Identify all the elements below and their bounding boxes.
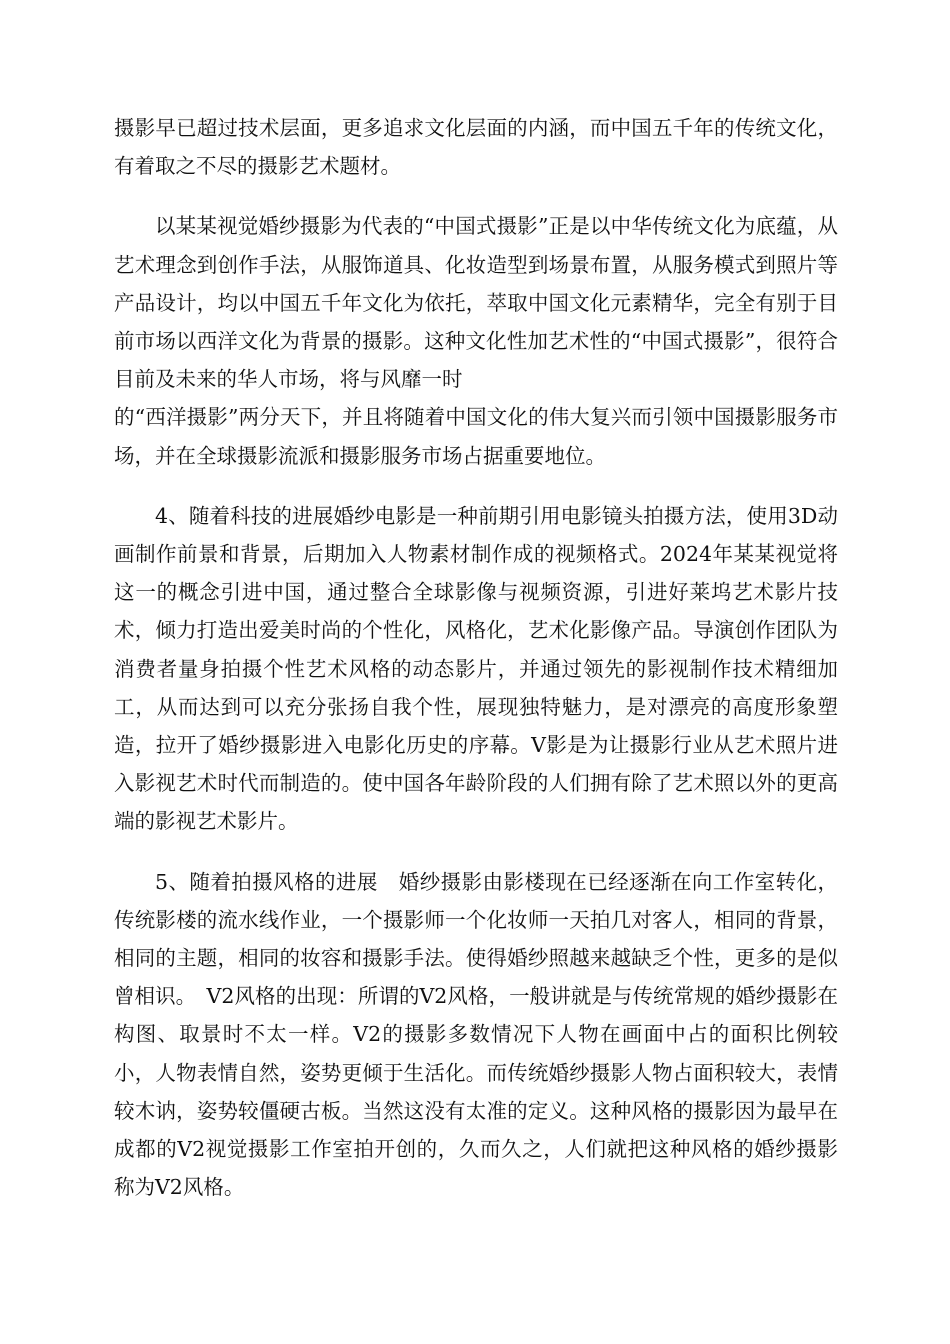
paragraph-4: 5、随着拍摄风格的进展 婚纱摄影由影楼现在已经逐渐在向工作室转化，传统影楼的流水线作业，一个摄影师一个化妆师一天拍几对客人，相同的背景，相同的主题，相同的妆容和摄影手法。使得婚纱照越来越缺乏个性，更多的是似曾相识。 V2风格的出现：所谓的V2风格，一般讲就是与传统常规的婚纱摄影在构图、取景时不太一样。V2的摄影多数情况下人物在画面中占的面积比例较小，人物表情自然，姿势更倾于生活化。而传统婚纱摄影人物占面积较大，表情较木讷，姿势较僵硬古板。当然这没有太准的定义。这种风格的摄影因为最早在成都的V2视觉摄影工作室拍开创的，久而久之，人们就把这种风格的婚纱摄影称为V2风格。: [114, 869, 838, 1200]
paragraph-2: 以某某视觉婚纱摄影为代表的“中国式摄影”正是以中华传统文化为底蕴，从艺术理念到创作手法，从服饰道具、化妆造型到场景布置，从服务模式到照片等产品设计，均以中国五千年文化为依托，萃取中国文化元素精华，完全有别于目前市场以西洋文化为背景的摄影。这种文化性加艺术性的“中国式摄影”，很符合目前及未来的华人市场，将与风靡一时 的“西洋摄影”两分天下，并且将随着中国文化的伟大复兴而引领中国摄影服务市场，并在全球摄影流派和摄影服务市场占据重要地位。: [114, 214, 838, 468]
paragraph-1: 摄影早已超过技术层面，更多追求文化层面的内涵，而中国五千年的传统文化，有着取之不尽的摄影艺术题材。: [114, 116, 838, 179]
paragraph-3: 4、随着科技的进展婚纱电影是一种前期引用电影镜头拍摄方法，使用3D动画制作前景和背景，后期加入人物素材制作成的视频格式。2024年某某视觉将这一的概念引进中国，通过整合全球影像与视频资源，引进好莱坞艺术影片技术，倾力打造出爱美时尚的个性化，风格化，艺术化影像产品。导演创作团队为消费者量身拍摄个性艺术风格的动态影片，并通过领先的影视制作技术精细加工，从而达到可以充分张扬自我个性，展现独特魅力，是对漂亮的高度形象塑造，拉开了婚纱摄影进入电影化历史的序幕。V影是为让摄影行业从艺术照片进入影视艺术时代而制造的。使中国各年龄阶段的人们拥有除了艺术照以外的更高端的影视艺术影片。: [114, 503, 838, 834]
document-body: [114, 109, 838, 1228]
